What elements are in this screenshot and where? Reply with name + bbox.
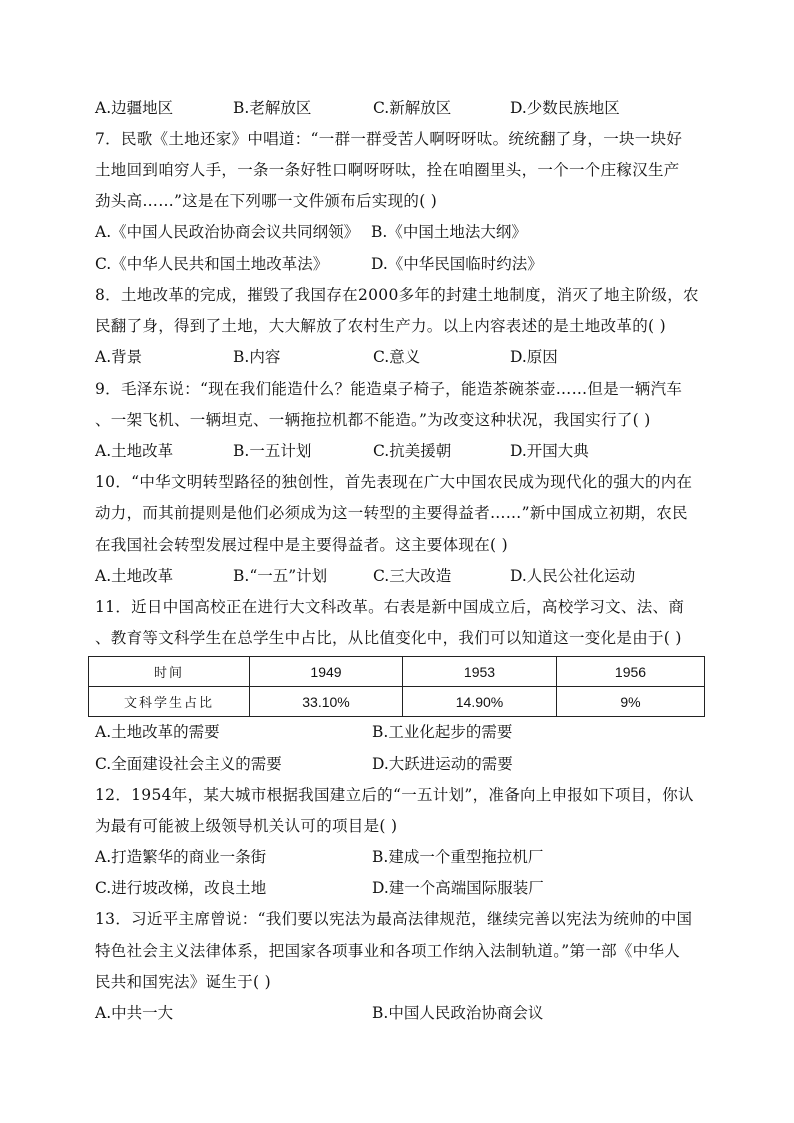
q7-option-c: C.《中华人民共和国土地改革法》 — [95, 255, 329, 273]
q13-option-b: B.中国人民政治协商会议 — [372, 1004, 544, 1022]
q9-option-c: C.抗美援朝 — [373, 442, 452, 460]
table-cell: 33.10% — [250, 687, 403, 717]
q6-option-c: C.新解放区 — [373, 99, 452, 117]
q8-option-d: D.原因 — [510, 348, 558, 366]
q11-option-c: C.全面建设社会主义的需要 — [95, 755, 282, 773]
q6-option-a: A.边疆地区 — [95, 99, 174, 117]
q6-option-d: D.少数民族地区 — [510, 99, 620, 117]
table-header-cell: 1953 — [403, 657, 557, 687]
q12-line-2: 为最有可能被上级领导机关认可的项目是( ) — [95, 817, 398, 835]
q10-line-2: 动力，而其前提则是他们必须成为这一转型的主要得益者……”新中国成立初期，农民 — [95, 504, 688, 522]
q8-option-a: A.背景 — [95, 348, 143, 366]
q11-option-d: D.大跃进运动的需要 — [372, 755, 513, 773]
q8-option-c: C.意义 — [373, 348, 421, 366]
q10-option-a: A.土地改革 — [95, 567, 174, 585]
table-header-cell: 1956 — [557, 657, 705, 687]
q7-line-1: 7．民歌《土地还家》中唱道：“一群一群受苦人啊呀呀呔。统统翻了身，一块一块好 — [95, 130, 683, 148]
table-cell: 14.90% — [403, 687, 557, 717]
q13-line-1: 13．习近平主席曾说：“我们要以宪法为最高法律规范，继续完善以宪法为统帅的中国 — [95, 910, 693, 928]
q12-option-a: A.打造繁华的商业一条街 — [95, 848, 267, 866]
q12-option-d: D.建一个高端国际服装厂 — [372, 879, 544, 897]
q9-option-d: D.开国大典 — [510, 442, 589, 460]
q8-line-1: 8．土地改革的完成，摧毁了我国存在2000多年的封建土地制度，消灭了地主阶级，农 — [95, 286, 699, 304]
table-cell: 文科学生占比 — [89, 687, 250, 717]
q12-option-b: B.建成一个重型拖拉机厂 — [372, 848, 544, 866]
q7-line-2: 土地回到咱穷人手，一条一条好牲口啊呀呀呔，拴在咱圈里头，一个一个庄稼汉生产 — [95, 161, 680, 179]
q13-line-2: 特色社会主义法律体系，把国家各项事业和各项工作纳入法制轨道。”第一部《中华人 — [95, 942, 681, 960]
q12-line-1: 12．1954年，某大城市根据我国建立后的“一五计划”，准备向上申报如下项目，你认 — [95, 786, 694, 804]
q10-line-1: 10．“中华文明转型路径的独创性，首先表现在广大中国农民成为现代化的强大的内在 — [95, 473, 693, 491]
q7-option-b: B.《中国土地法大纲》 — [371, 223, 527, 241]
table-row — [89, 657, 705, 687]
q9-option-b: B.一五计划 — [233, 442, 312, 460]
q10-option-c: C.三大改造 — [373, 567, 452, 585]
q7-option-d: D.《中华民国临时约法》 — [371, 255, 543, 273]
table-header-cell: 1949 — [250, 657, 403, 687]
q11-line-1: 11．近日中国高校正在进行大文科改革。右表是新中国成立后，高校学习文、法、商 — [95, 598, 685, 616]
q13-option-a: A.中共一大 — [95, 1004, 174, 1022]
q8-option-b: B.内容 — [233, 348, 281, 366]
q9-line-2: 、一架飞机、一辆坦克、一辆拖拉机都不能造。”为改变这种状况，我国实行了( ) — [95, 411, 651, 429]
q8-line-2: 民翻了身，得到了土地，大大解放了农村生产力。以上内容表述的是土地改革的( ) — [95, 317, 666, 335]
table-cell: 9% — [557, 687, 705, 717]
q9-option-a: A.土地改革 — [95, 442, 174, 460]
q10-option-b: B.“一五”计划 — [233, 567, 328, 585]
q11-option-b: B.工业化起步的需要 — [372, 723, 513, 741]
q11-table — [88, 656, 705, 717]
q12-option-c: C.进行坡改梯，改良土地 — [95, 879, 267, 897]
q10-option-d: D.人民公社化运动 — [510, 567, 636, 585]
q11-line-2: 、教育等文科学生在总学生中占比，从比值变化中，我们可以知道这一变化是由于( ) — [95, 629, 682, 647]
q9-line-1: 9．毛泽东说：“现在我们能造什么？能造桌子椅子，能造茶碗茶壶……但是一辆汽车 — [95, 380, 683, 398]
q10-line-3: 在我国社会转型发展过程中是主要得益者。这主要体现在( ) — [95, 536, 508, 554]
table-row — [89, 687, 705, 717]
table-header-cell: 时间 — [89, 657, 250, 687]
q11-option-a: A.土地改革的需要 — [95, 723, 220, 741]
q13-line-3: 民共和国宪法》诞生于( ) — [95, 973, 271, 991]
q7-line-3: 劲头高……”这是在下列哪一文件颁布后实现的( ) — [95, 192, 438, 210]
q7-option-a: A.《中国人民政治协商会议共同纲领》 — [95, 223, 360, 241]
q6-option-b: B.老解放区 — [233, 99, 312, 117]
